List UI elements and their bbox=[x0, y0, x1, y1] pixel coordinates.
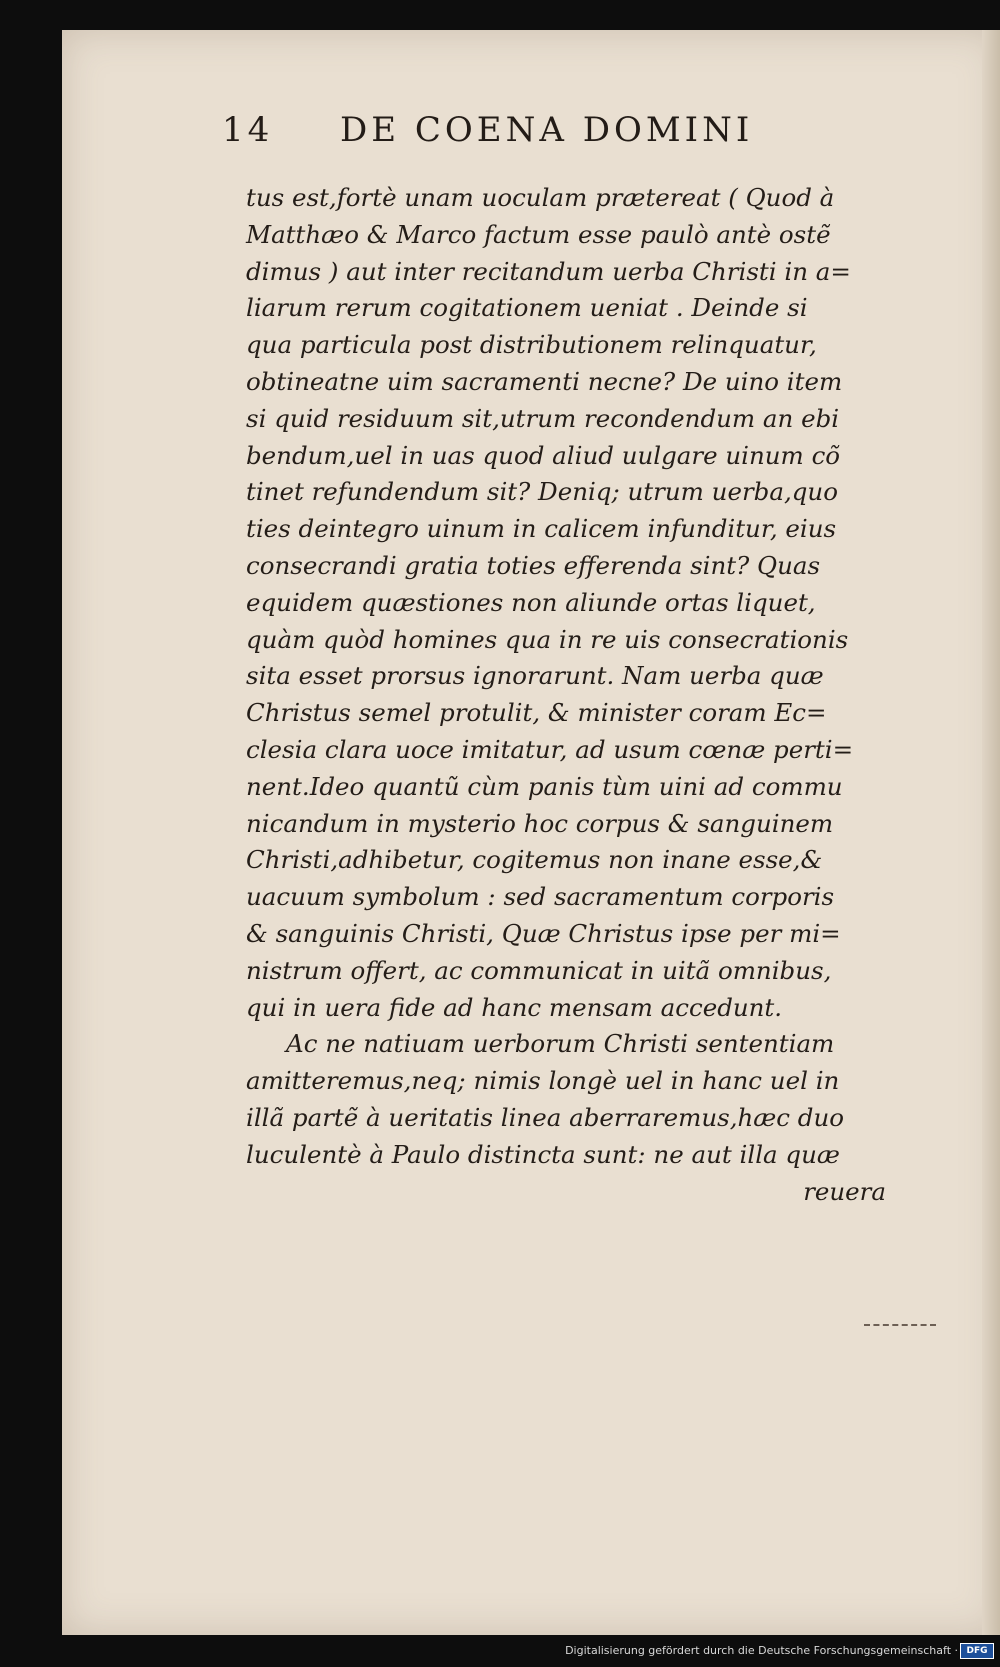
text-line: equidem quæstiones non aliunde ortas liquet, bbox=[246, 587, 816, 617]
text-line: dimus ) aut inter recitandum uerba Christi in a= bbox=[246, 256, 851, 286]
text-line: sita esset prorsus ignorarunt. Nam uerba quæ bbox=[246, 661, 824, 691]
page-header bbox=[222, 110, 842, 150]
text-line: uacuum symbolum : sed sacramentum corporis bbox=[246, 882, 835, 912]
text-line: tinet refundendum sit? Deniq; utrum uerba,quo bbox=[246, 477, 838, 507]
text-line: si quid residuum sit,utrum recondendum an ebi bbox=[246, 403, 840, 433]
catchword: reuera bbox=[803, 1176, 886, 1206]
text-line: & sanguinis Christi, Quæ Christus ipse per mi= bbox=[246, 918, 841, 948]
text-line: clesia clara uoce imitatur, ad usum cœnæ perti= bbox=[246, 734, 854, 764]
paragraph-start-line: Ac ne natiuam uerborum Christi sententiam bbox=[286, 1029, 835, 1059]
text-line: qua particula post distributionem relinquatur, bbox=[246, 330, 817, 360]
funding-credit: Digitalisierung gefördert durch die Deutsche Forschungsgemeinschaft · bbox=[565, 1644, 958, 1657]
text-line: obtineatne uim sacramenti necne? De uino item bbox=[246, 366, 843, 396]
text-line: nistrum offert, ac communicat in uitã omnibus, bbox=[246, 955, 832, 985]
text-line: Christi,adhibetur, cogitemus non inane esse,& bbox=[246, 845, 823, 875]
dfg-logo: DFG bbox=[960, 1643, 994, 1659]
text-line: Matthæo & Marco factum esse paulò antè ostẽ bbox=[246, 219, 831, 249]
page-number: 14 bbox=[222, 110, 274, 150]
body-text bbox=[246, 180, 886, 1210]
page-edge bbox=[982, 30, 1000, 1635]
text-line: consecrandi gratia toties efferenda sint? Quas bbox=[246, 550, 821, 580]
text-line: nent.Ideo quantũ cùm panis tùm uini ad commu bbox=[246, 771, 843, 801]
text-line: bendum,uel in uas quod aliud uulgare uinum cõ bbox=[246, 440, 841, 470]
text-line: quàm quòd homines qua in re uis consecrationis bbox=[246, 624, 849, 654]
running-title: DE COENA DOMINI bbox=[340, 110, 754, 150]
text-line: Christus semel protulit, & minister coram Ec= bbox=[246, 698, 827, 728]
text-line: tus est,fortè unam uoculam prætereat ( Quod à bbox=[246, 183, 835, 212]
text-line: amitteremus,neq; nimis longè uel in hanc uel in bbox=[246, 1066, 840, 1096]
footer-bar bbox=[0, 1637, 1000, 1665]
text-line: nicandum in mysterio hoc corpus & sanguinem bbox=[246, 808, 834, 838]
text-line: ties deintegro uinum in calicem infunditur, eius bbox=[246, 514, 837, 544]
catchword-rule bbox=[864, 1324, 936, 1327]
text-line: illã partẽ à ueritatis linea aberraremus,hæc duo bbox=[246, 1102, 845, 1132]
text-line: luculentè à Paulo distincta sunt: ne aut illa quæ bbox=[246, 1139, 840, 1169]
text-line: liarum rerum cogitationem ueniat . Deinde si bbox=[246, 293, 808, 323]
text-line: qui in uera fide ad hanc mensam accedunt. bbox=[246, 992, 783, 1022]
